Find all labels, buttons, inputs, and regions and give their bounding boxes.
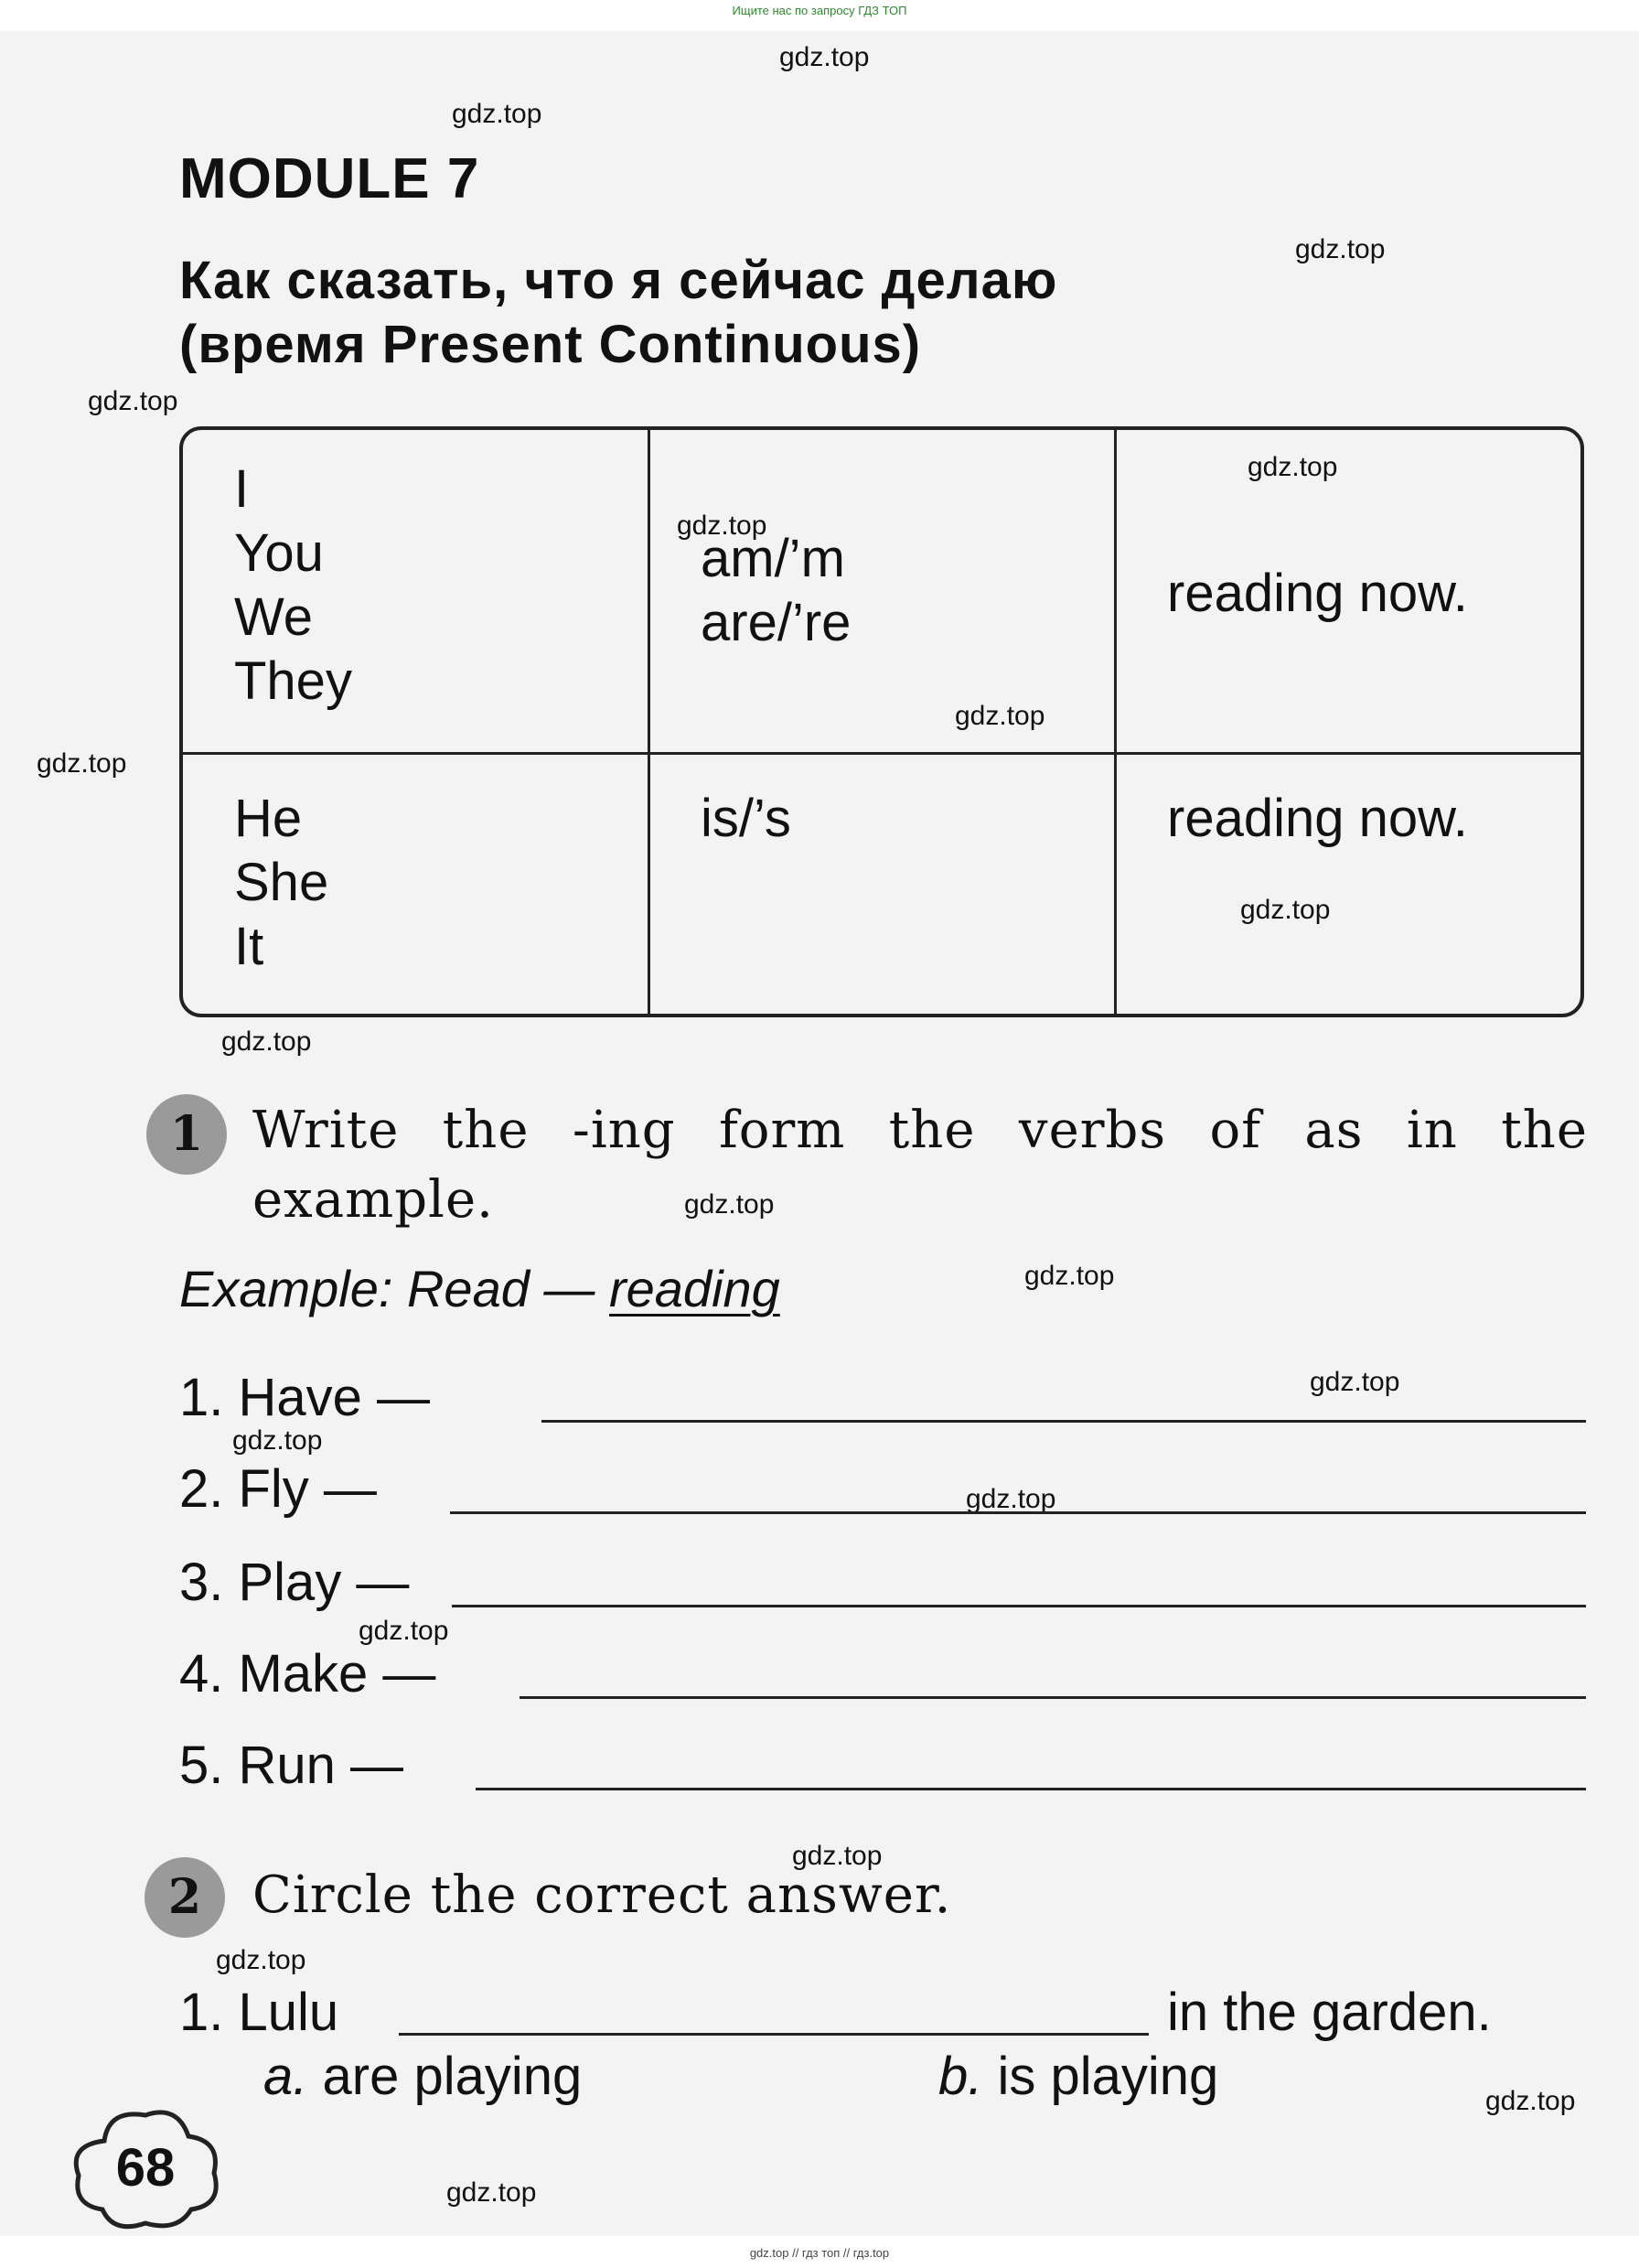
- watermark-text: gdz.top: [37, 748, 127, 779]
- option-a[interactable]: [263, 2046, 582, 2107]
- option-a-letter: a.: [263, 2047, 308, 2106]
- watermark-text: gdz.top: [216, 1945, 306, 1975]
- task1-instruction-line1: Write the -ing form the verbs of as in the: [252, 1101, 1588, 1160]
- watermark-text: gdz.top: [684, 1189, 775, 1220]
- task1-item: 1. Have —: [179, 1368, 430, 1427]
- option-b-letter: b.: [938, 2047, 983, 2106]
- page-number: 68: [115, 2138, 176, 2198]
- task1-item: 4. Make —: [179, 1644, 436, 1704]
- watermark-text: gdz.top: [966, 1484, 1056, 1514]
- watermark-text: gdz.top: [1485, 2086, 1576, 2116]
- watermark-text: gdz.top: [955, 701, 1045, 731]
- question-end: in the garden.: [1167, 1983, 1492, 2042]
- watermark-text: gdz.top: [232, 1425, 323, 1456]
- table-divider: [1114, 430, 1117, 1014]
- answer-line[interactable]: [399, 2033, 1149, 2036]
- answer-line[interactable]: [452, 1605, 1586, 1607]
- watermark-text: gdz.top: [677, 511, 767, 541]
- option-b-text: is playing: [997, 2047, 1219, 2106]
- watermark-text: gdz.top: [1310, 1367, 1400, 1397]
- task1-instruction-line2: example.: [252, 1170, 494, 1230]
- watermark-text: gdz.top: [446, 2177, 537, 2208]
- task2-instruction: Circle the correct answer.: [252, 1865, 952, 1925]
- task1-item: 2. Fly —: [179, 1459, 377, 1519]
- watermark-text: gdz.top: [1240, 895, 1331, 925]
- watermark-text: gdz.top: [88, 386, 178, 416]
- watermark-text: gdz.top: [1024, 1261, 1115, 1291]
- answer-line[interactable]: [450, 1511, 1586, 1514]
- module-title: MODULE 7: [179, 147, 480, 210]
- table-cell-verb-row1: am/’m are/’re: [701, 529, 852, 652]
- section-heading: Как сказать, что я сейчас делаю (время Present Continuous): [179, 251, 1058, 374]
- table-divider: [648, 430, 650, 1014]
- task-number-badge: 2: [145, 1857, 225, 1938]
- table-cell-rest-row2: reading now.: [1167, 789, 1468, 848]
- option-b[interactable]: [938, 2046, 1218, 2107]
- table-cell-verb-row2: is/’s: [701, 789, 791, 848]
- watermark-text: gdz.top: [1295, 234, 1386, 264]
- watermark-text: gdz.top: [1248, 452, 1338, 482]
- task1-example: [179, 1259, 780, 1318]
- answer-line[interactable]: [476, 1788, 1586, 1790]
- page-number-badge: [68, 2104, 223, 2232]
- watermark-text: gdz.top: [452, 99, 542, 129]
- watermark-text: gdz.top: [221, 1027, 312, 1057]
- watermark-text: gdz.top: [359, 1616, 449, 1646]
- example-prefix: Example: Read —: [179, 1260, 609, 1317]
- grammar-table: [179, 426, 1584, 1017]
- table-cell-subjects-row2: He She It: [234, 789, 329, 976]
- watermark-text: gdz.top: [792, 1841, 883, 1871]
- question-stem: 1. Lulu: [179, 1983, 339, 2042]
- example-answer: reading: [608, 1260, 780, 1317]
- table-cell-subjects-row1: I You We They: [234, 459, 352, 711]
- answer-line[interactable]: [520, 1696, 1586, 1699]
- bottom-watermark-banner: gdz.top // гдз топ // гдз.top: [749, 2246, 890, 2260]
- watermark-text: gdz.top: [779, 42, 870, 72]
- answer-line[interactable]: [541, 1420, 1586, 1423]
- task1-item: 5. Run —: [179, 1736, 403, 1795]
- table-cell-rest-row1: reading now.: [1167, 564, 1468, 623]
- top-watermark-banner: Ищите нас по запросу ГДЗ ТОП: [732, 4, 907, 17]
- table-divider: [183, 752, 1580, 755]
- task1-item: 3. Play —: [179, 1553, 410, 1612]
- option-a-text: are playing: [322, 2047, 583, 2106]
- task-number-badge: 1: [146, 1094, 227, 1175]
